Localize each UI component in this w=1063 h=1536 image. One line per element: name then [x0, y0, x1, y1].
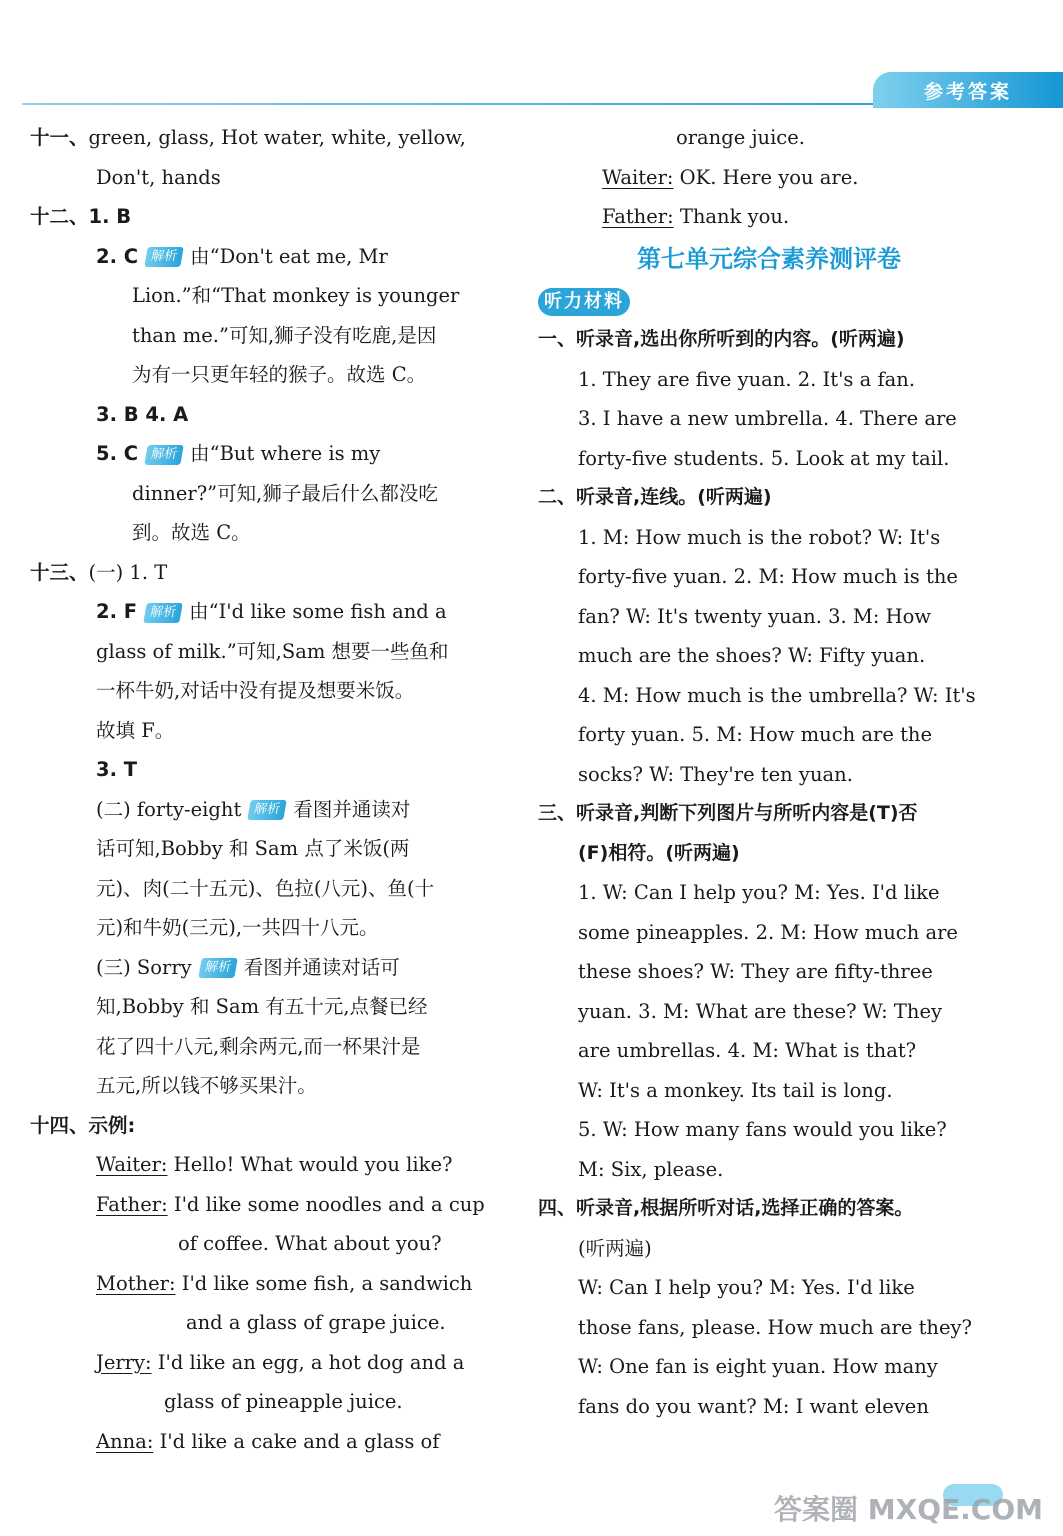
analysis-badge: 解析: [143, 603, 183, 623]
section-12-q34: 3. B 4. A: [96, 402, 189, 426]
section-11-line1: 十一、green, glass, Hot water, white, yellow,: [30, 126, 466, 149]
s2-line1: 1. M: How much is the robot? W: It's: [578, 525, 941, 549]
section-13-p3-l2: 知,Bobby 和 Sam 有五十元,点餐已经: [96, 995, 428, 1018]
section-13-q2-l4: 故填 F。: [96, 718, 175, 742]
dialog-anna: Anna: I'd like a cake and a glass of: [96, 1429, 440, 1453]
section-13-p3: (三) Sorry 解析 看图并通读对话可: [96, 955, 400, 979]
section-1-heading: 一、听录音,选出你所听到的内容。(听两遍): [538, 328, 905, 350]
dialog-jerry: Jerry: I'd like an egg, a hot dog and a: [96, 1350, 465, 1374]
dialog-jerry-l2: glass of pineapple juice.: [164, 1390, 403, 1413]
s3-line2: some pineapples. 2. M: How much are: [578, 920, 958, 944]
s2-line6: forty yuan. 5. M: How much are the: [578, 723, 933, 746]
section-4-heading-l2: (听两遍): [578, 1236, 652, 1260]
section-13-q2-l2: glass of milk.”可知,Sam 想要一些鱼和: [96, 639, 449, 663]
section-13-q3: 3. T: [96, 758, 138, 781]
section-13-p2-l3: 元)、肉(二十五元)、色拉(八元)、鱼(十: [96, 876, 435, 900]
s4-line2: those fans, please. How much are they?: [578, 1315, 972, 1339]
left-column: [30, 118, 500, 1461]
section-3-heading: 三、听录音,判断下列图片与所听内容是(T)否: [538, 802, 918, 824]
analysis-badge: 解析: [248, 800, 288, 820]
s1-line2: 3. I have a new umbrella. 4. There are: [578, 407, 957, 430]
section-12-q2-l2: Lion.”和“That monkey is younger: [132, 284, 460, 307]
section-13-p2-l4: 元)和牛奶(三元),一共四十八元。: [96, 916, 379, 939]
dialog-mother: Mother: I'd like some fish, a sandwich: [96, 1271, 473, 1295]
section-11-line2: Don't, hands: [96, 165, 221, 189]
s2-line4: much are the shoes? W: Fifty yuan.: [578, 644, 926, 667]
right-column: [538, 118, 1000, 1426]
s3-line5: are umbrellas. 4. M: What is that?: [578, 1039, 917, 1062]
section-12-q2-l3: than me.”可知,狮子没有吃鹿,是因: [132, 323, 437, 347]
continued-line: orange juice.: [676, 126, 805, 149]
watermark: 答案圈 MXQE.COM: [774, 1493, 1043, 1526]
dialog-father: Father: I'd like some noodles and a cup: [96, 1192, 485, 1216]
analysis-badge: 解析: [144, 247, 184, 267]
listen-tag-row: [538, 281, 1000, 321]
section-13-p3-l3: 花了四十八元,剩余两元,而一杯果汁是: [96, 1034, 421, 1058]
section-13-p3-l4: 五元,所以钱不够买果汁。: [96, 1074, 317, 1097]
section-12-q5-l3: 到。故选 C。: [132, 521, 251, 544]
dialog-waiter-2: Waiter: OK. Here you are.: [602, 165, 859, 189]
s3-line4: yuan. 3. M: What are these? W: They: [578, 999, 943, 1023]
section-13-q2-l3: 一杯牛奶,对话中没有提及想要米饭。: [96, 679, 415, 702]
section-13-q2: 2. F 解析 由“I'd like some fish and a: [96, 600, 447, 623]
dialog-father-l2: of coffee. What about you?: [178, 1232, 442, 1255]
section-13-q1: 十三、(一) 1. T: [30, 560, 168, 584]
section-12-q2-l4: 为有一只更年轻的猴子。故选 C。: [132, 363, 427, 386]
s4-line1: W: Can I help you? M: Yes. I'd like: [578, 1276, 915, 1299]
section-2-heading: 二、听录音,连线。(听两遍): [538, 486, 772, 508]
unit-title: 第七单元综合素养测评卷: [637, 244, 901, 273]
s2-line2: forty-five yuan. 2. M: How much is the: [578, 565, 958, 588]
s1-line1: 1. They are five yuan. 2. It's a fan.: [578, 367, 916, 391]
s2-line5: 4. M: How much is the umbrella? W: It's: [578, 683, 976, 707]
dialog-father-2: Father: Thank you.: [602, 205, 790, 228]
s4-line4: fans do you want? M: I want eleven: [578, 1394, 929, 1418]
s4-line3: W: One fan is eight yuan. How many: [578, 1355, 938, 1378]
section-12-q1: 十二、1. B: [30, 205, 132, 228]
s2-line7: socks? W: They're ten yuan.: [578, 762, 853, 786]
dialog-waiter: Waiter: Hello! What would you like?: [96, 1153, 453, 1176]
s3-line8: M: Six, please.: [578, 1157, 724, 1181]
s2-line3: fan? W: It's twenty yuan. 3. M: How: [578, 604, 932, 628]
s3-line1: 1. W: Can I help you? M: Yes. I'd like: [578, 881, 940, 904]
listening-material-tag: 听力材料: [538, 288, 630, 316]
s3-line3: these shoes? W: They are fifty-three: [578, 960, 933, 983]
section-12-q2: 2. C 解析 由“Don't eat me, Mr: [96, 244, 388, 268]
section-13-p2: (二) forty-eight 解析 看图并通读对: [96, 797, 411, 821]
header-tab: 参考答案: [873, 72, 1063, 108]
s1-line3: forty-five students. 5. Look at my tail.: [578, 446, 950, 470]
analysis-badge: 解析: [198, 958, 238, 978]
analysis-badge: 解析: [144, 445, 184, 465]
s3-line7: 5. W: How many fans would you like?: [578, 1118, 947, 1141]
s3-line6: W: It's a monkey. Its tail is long.: [578, 1078, 893, 1102]
section-3-heading-l2: (F)相符。(听两遍): [578, 841, 740, 864]
dialog-mother-l2: and a glass of grape juice.: [186, 1311, 446, 1334]
section-12-q5-l2: dinner?”可知,狮子最后什么都没吃: [132, 481, 438, 505]
section-4-heading: 四、听录音,根据所听对话,选择正确的答案。: [538, 1197, 914, 1219]
section-12-q5: 5. C 解析 由“But where is my: [96, 442, 381, 465]
section-14-header: 十四、示例:: [30, 1113, 136, 1137]
header-rule: [22, 103, 882, 105]
section-13-p2-l2: 话可知,Bobby 和 Sam 点了米饭(两: [96, 837, 410, 860]
